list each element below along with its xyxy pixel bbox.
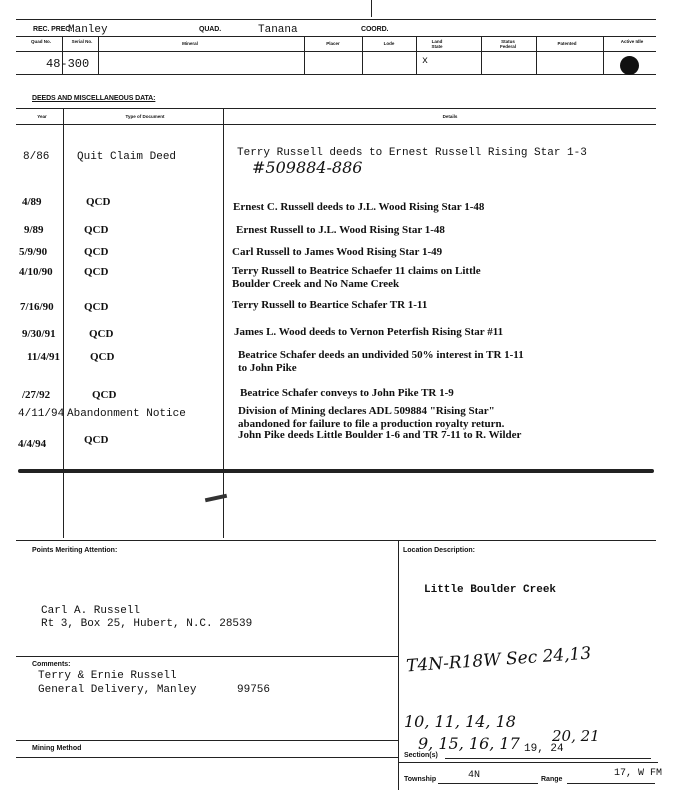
col-active-idle: Active Idle (620, 39, 644, 44)
range-value: 17, W FM (614, 768, 663, 779)
deed-type: QCD (89, 328, 114, 340)
sections-typed: 19, 24 (524, 743, 564, 755)
active-dot (620, 56, 639, 75)
township-label: Township (404, 776, 437, 783)
range-label: Range (541, 776, 563, 783)
deed-type: Quit Claim Deed (77, 151, 177, 163)
points-label: Points Meriting Attention: (32, 547, 118, 554)
deed-type: QCD (84, 246, 109, 258)
deed-year: 11/4/91 (27, 351, 61, 363)
handwritten-sections-1: 10, 11, 14, 18 (404, 712, 516, 731)
deed-type: QCD (84, 224, 109, 236)
col-status-federal: Status Federal (499, 39, 516, 49)
comments-line-2: General Delivery, Manley (38, 684, 197, 696)
col-year: Year (37, 114, 47, 119)
col-mineral: Mineral (182, 41, 198, 46)
section-label: Section(s) (404, 752, 438, 759)
deed-year: 8/86 (23, 151, 50, 163)
comments-zip: 99756 (237, 684, 271, 696)
deed-type: QCD (84, 266, 109, 278)
deed-details: Carl Russell to James Wood Rising Star 1-49 (232, 246, 443, 258)
col-quad-no: Quad No. (31, 39, 51, 44)
deeds-section-title: DEEDS AND MISCELLANEOUS DATA: (32, 95, 156, 102)
comments-line-1: Terry & Ernie Russell (38, 670, 177, 682)
deed-type: QCD (90, 351, 115, 363)
handwritten-township-section: T4N-R18W Sec 24,13 (405, 643, 592, 677)
deed-details: Terry Russell deeds to Ernest Russell Rising Star 1-3 (237, 147, 587, 159)
deed-year: /27/92 (22, 389, 51, 401)
mining-method-label: Mining Method (32, 745, 82, 752)
deed-details: Terry Russell to Beartice Schafer TR 1-11 (232, 299, 428, 311)
col-details: Details (442, 114, 458, 119)
coord-label: COORD. (361, 26, 389, 33)
col-lode: Lode (383, 41, 395, 46)
quad-no-value: 48-300 (46, 57, 90, 71)
deed-details: John Pike deeds Little Boulder 1-6 and TR 7-11 to R. Wilder (238, 429, 522, 441)
col-serial-no: Serial No. (71, 39, 93, 44)
deed-year: 5/9/90 (19, 246, 48, 258)
col-land-state: Land State (431, 39, 443, 49)
rec-prec-label: REC. PREC. (33, 26, 73, 33)
deed-type: QCD (84, 301, 109, 313)
points-line-1: Carl A. Russell (41, 605, 141, 617)
handwritten-adl-number: #509884-886 (252, 158, 363, 177)
township-value: 4N (468, 770, 481, 781)
lode-mark: x (422, 56, 429, 67)
deed-year: 4/11/94 (18, 408, 65, 420)
quad-value: Tanana (258, 24, 298, 36)
handwritten-sections-2: 9, 15, 16, 17 (418, 734, 520, 753)
deed-details-cont: Boulder Creek and No Name Creek (232, 278, 400, 290)
deed-details: Beatrice Schafer conveys to John Pike TR 1-9 (240, 387, 454, 399)
deed-type: Abandonment Notice (67, 408, 186, 420)
deed-year: 7/16/90 (20, 301, 54, 313)
col-placer: Placer (326, 41, 340, 46)
deed-type: QCD (86, 196, 111, 208)
deed-details-cont: abandoned for failure to file a production royalty return. (238, 418, 505, 430)
deed-year: 4/10/90 (19, 266, 53, 278)
deed-year: 4/89 (22, 196, 42, 208)
deed-details-cont: to John Pike (238, 362, 297, 374)
comments-label: Comments: (32, 661, 71, 668)
location-value: Little Boulder Creek (424, 584, 557, 596)
deed-year: 9/89 (24, 224, 44, 236)
deed-details: James L. Wood deeds to Vernon Peterfish Rising Star #11 (234, 326, 504, 338)
deed-details: Ernest Russell to J.L. Wood Rising Star 1-48 (236, 224, 445, 236)
handwritten-sections-3: 20, 21 (552, 727, 600, 745)
deed-details: Terry Russell to Beatrice Schaefer 11 claims on Little (232, 265, 481, 277)
deed-details: Ernest C. Russell deeds to J.L. Wood Rising Star 1-48 (233, 201, 485, 213)
deed-year: 9/30/91 (22, 328, 56, 340)
deed-details: Division of Mining declares ADL 509884 "Rising Star" (238, 405, 495, 417)
deed-type: QCD (92, 389, 117, 401)
points-line-2: Rt 3, Box 25, Hubert, N.C. 28539 (41, 618, 253, 630)
location-label: Location Description: (403, 547, 475, 554)
smudge-line (18, 469, 654, 473)
deed-year: 4/4/94 (18, 438, 47, 450)
deed-details: Beatrice Schafer deeds an undivided 50% interest in TR 1-11 (238, 349, 524, 361)
col-type: Type of Document (125, 114, 165, 119)
quad-label: QUAD. (199, 26, 222, 33)
deed-type: QCD (84, 434, 109, 446)
rec-prec-value: Manley (68, 24, 108, 36)
col-patented: Patented (557, 41, 577, 46)
